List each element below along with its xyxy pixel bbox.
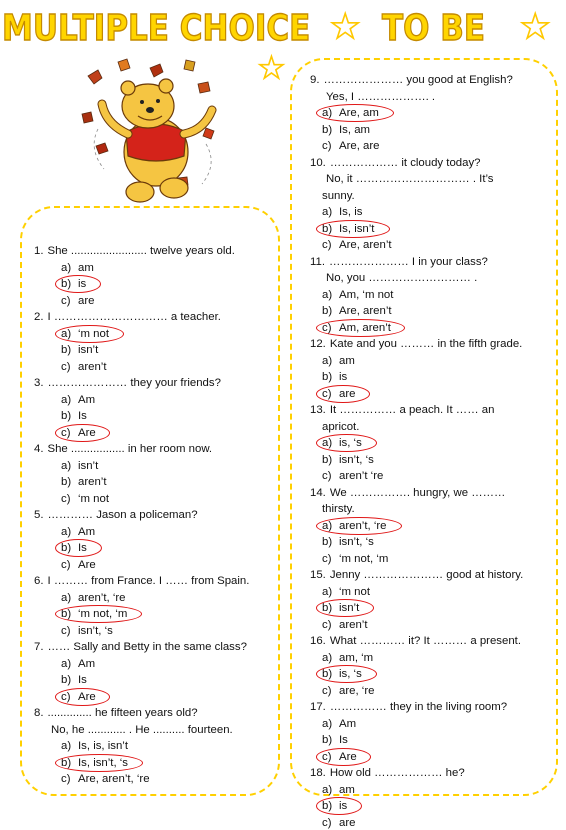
option-text[interactable]: aren’t, ‘re bbox=[339, 519, 387, 532]
option-letter[interactable]: a) bbox=[322, 437, 333, 449]
option-text[interactable]: am bbox=[339, 783, 355, 796]
option-letter[interactable]: c) bbox=[322, 387, 332, 400]
option-text[interactable]: Is, am bbox=[339, 123, 371, 136]
option-text[interactable]: is, ‘s bbox=[339, 668, 362, 680]
option-letter[interactable]: a) bbox=[322, 519, 333, 532]
option-letter[interactable]: b) bbox=[61, 542, 72, 554]
option-letter[interactable]: a) bbox=[61, 591, 72, 604]
option-text[interactable]: aren’t bbox=[339, 618, 368, 631]
option-text[interactable]: Am, ‘m not bbox=[339, 288, 394, 301]
question-text-continued: sunny. bbox=[322, 189, 355, 202]
star-icon: ★ bbox=[520, 7, 551, 47]
answer-circle bbox=[55, 688, 110, 706]
option-text[interactable]: isn’t, ‘s bbox=[339, 453, 374, 466]
option-letter[interactable]: c) bbox=[61, 492, 71, 505]
question-text: What ………… it? It ……… a present. bbox=[329, 635, 521, 647]
answer-circle bbox=[316, 665, 377, 683]
option-text[interactable]: Are bbox=[78, 558, 96, 571]
option-text[interactable]: Am bbox=[339, 717, 357, 730]
option-letter[interactable]: b) bbox=[322, 222, 333, 235]
option-letter[interactable]: c) bbox=[322, 321, 332, 334]
answer-circle bbox=[316, 599, 374, 617]
question-text: .............. he fifteen years old? bbox=[47, 707, 198, 719]
question-number: 1. bbox=[34, 245, 44, 257]
option-letter[interactable]: a) bbox=[61, 393, 72, 406]
option-text[interactable]: is, ‘s bbox=[339, 437, 362, 449]
question-text: …………… they in the living room? bbox=[329, 701, 508, 713]
question-number: 6. bbox=[34, 575, 44, 587]
option-letter[interactable]: b) bbox=[61, 756, 72, 769]
question-number: 4. bbox=[34, 443, 44, 455]
option-letter[interactable]: c) bbox=[61, 360, 71, 373]
option-text[interactable]: Are bbox=[78, 690, 96, 703]
star-icon: ★ bbox=[258, 51, 285, 86]
option-letter[interactable]: b) bbox=[61, 476, 72, 488]
answer-circle bbox=[316, 434, 377, 452]
option-text[interactable]: Is bbox=[78, 542, 87, 554]
option-letter[interactable]: b) bbox=[322, 800, 333, 812]
option-letter[interactable]: a) bbox=[322, 354, 333, 367]
option-text[interactable]: Am bbox=[78, 393, 96, 406]
answer-circle bbox=[55, 605, 142, 623]
question-number: 9. bbox=[310, 74, 320, 86]
option-text[interactable]: isn’t bbox=[339, 602, 360, 614]
question-number: 11. bbox=[310, 255, 325, 268]
option-text[interactable]: Is, isn’t, ‘s bbox=[78, 756, 129, 769]
option-letter[interactable]: b) bbox=[322, 371, 333, 383]
option-text[interactable]: Are, are bbox=[339, 140, 380, 152]
option-letter[interactable]: b) bbox=[61, 674, 72, 686]
option-text[interactable]: is bbox=[339, 371, 348, 383]
option-text[interactable]: are bbox=[339, 387, 356, 400]
option-letter[interactable]: a) bbox=[61, 657, 72, 670]
option-letter[interactable]: a) bbox=[322, 206, 333, 218]
option-letter[interactable]: c) bbox=[322, 239, 332, 251]
star-icon: ★ bbox=[330, 7, 361, 47]
option-text[interactable]: ‘m not bbox=[78, 492, 110, 505]
option-letter[interactable]: c) bbox=[322, 140, 332, 152]
option-text[interactable]: Am bbox=[78, 657, 96, 670]
option-text[interactable]: are, ‘re bbox=[339, 684, 375, 697]
option-text[interactable]: am bbox=[78, 261, 94, 274]
option-text[interactable]: ‘m not, ‘m bbox=[78, 608, 128, 620]
option-text[interactable]: are bbox=[339, 816, 356, 829]
option-letter[interactable]: a) bbox=[61, 327, 72, 340]
option-letter[interactable]: c) bbox=[322, 470, 332, 482]
question-text-continued: No, he ............ . He .......... fourteen. bbox=[51, 723, 233, 736]
answer-circle bbox=[316, 104, 394, 122]
option-text[interactable]: Am bbox=[78, 525, 96, 538]
question-number: 7. bbox=[34, 641, 44, 653]
option-letter[interactable]: b) bbox=[322, 668, 333, 680]
option-letter[interactable]: b) bbox=[322, 453, 333, 466]
question-text: Jenny ………………… good at history. bbox=[329, 569, 524, 581]
pooh-illustration bbox=[78, 54, 228, 212]
option-letter[interactable]: c) bbox=[322, 684, 332, 697]
option-letter[interactable]: a) bbox=[61, 525, 72, 538]
question-text: She ................. in her room now. bbox=[47, 443, 213, 455]
option-text[interactable]: is bbox=[78, 278, 87, 290]
question-text: ………… Jason a policeman? bbox=[47, 509, 198, 521]
answer-circle bbox=[55, 275, 101, 293]
option-letter[interactable]: a) bbox=[322, 107, 333, 119]
answer-circle bbox=[316, 748, 371, 766]
option-text[interactable]: Are bbox=[339, 750, 357, 763]
question-text: ………………… I in your class? bbox=[328, 255, 488, 268]
option-letter[interactable]: a) bbox=[61, 459, 72, 472]
option-text[interactable]: Is bbox=[78, 674, 87, 686]
option-letter[interactable]: b) bbox=[322, 602, 333, 614]
option-text[interactable]: Are, aren’t, ‘re bbox=[78, 773, 150, 785]
question-text: We ……………. hungry, we ……… bbox=[329, 486, 506, 499]
option-text[interactable]: Am, aren’t bbox=[339, 321, 391, 334]
answer-circle bbox=[55, 754, 143, 772]
answer-circle bbox=[55, 539, 102, 557]
option-letter[interactable]: a) bbox=[61, 740, 72, 752]
question-text-continued: Yes, I ………………. . bbox=[326, 90, 436, 103]
option-text[interactable]: Are, aren’t bbox=[339, 239, 392, 251]
question-text: How old ……………… he? bbox=[329, 767, 465, 779]
option-text[interactable]: ‘m not bbox=[78, 327, 110, 340]
question-number: 14. bbox=[310, 486, 326, 499]
answer-circle bbox=[55, 424, 110, 442]
option-text[interactable]: Is bbox=[78, 410, 87, 422]
question-text: It …………… a peach. It …… an bbox=[329, 404, 495, 416]
option-letter[interactable]: b) bbox=[322, 305, 333, 317]
option-text[interactable]: isn’t bbox=[78, 459, 99, 472]
option-letter[interactable]: b) bbox=[322, 536, 333, 548]
option-letter[interactable]: c) bbox=[322, 750, 332, 763]
question-number: 12. bbox=[310, 338, 326, 350]
option-letter[interactable]: b) bbox=[322, 123, 333, 136]
question-text: ………………… you good at English? bbox=[323, 74, 513, 86]
option-letter[interactable]: b) bbox=[61, 608, 72, 620]
option-text[interactable]: Is, is bbox=[339, 206, 363, 218]
question-number: 10. bbox=[310, 156, 326, 169]
question-number: 18. bbox=[310, 767, 326, 779]
question-number: 16. bbox=[310, 635, 326, 647]
option-letter[interactable]: c) bbox=[322, 552, 332, 565]
option-letter[interactable]: a) bbox=[322, 651, 333, 664]
option-text[interactable]: Are, am bbox=[339, 107, 379, 119]
title-multiple-choice: MULTIPLE CHOICE bbox=[2, 8, 311, 50]
option-text[interactable]: Are bbox=[78, 426, 96, 439]
option-letter[interactable]: c) bbox=[61, 773, 71, 785]
option-letter[interactable]: c) bbox=[61, 690, 71, 703]
option-text[interactable]: aren’t, ‘re bbox=[78, 591, 126, 604]
option-letter[interactable]: b) bbox=[61, 278, 72, 290]
question-text-continued: thirsty. bbox=[322, 503, 355, 515]
question-text: She ........................ twelve years old. bbox=[47, 245, 235, 257]
option-letter[interactable]: c) bbox=[322, 618, 332, 631]
answer-circle bbox=[55, 325, 124, 343]
option-letter[interactable]: a) bbox=[61, 261, 72, 274]
question-text-continued: No, it ………………………… . It’s bbox=[326, 173, 494, 185]
question-text: I ………………………… a teacher. bbox=[47, 311, 221, 323]
option-text[interactable]: ‘m not, ‘m bbox=[339, 552, 389, 565]
option-letter[interactable]: b) bbox=[322, 734, 333, 746]
option-text[interactable]: am, ‘m bbox=[339, 651, 374, 664]
question-number: 2. bbox=[34, 311, 44, 323]
option-text[interactable]: is bbox=[339, 800, 348, 812]
option-letter[interactable]: c) bbox=[61, 294, 71, 307]
question-number: 5. bbox=[34, 509, 44, 521]
option-letter[interactable]: c) bbox=[61, 624, 71, 637]
option-text[interactable]: aren’t bbox=[78, 476, 107, 488]
option-text[interactable]: am bbox=[339, 354, 355, 367]
question-text: Kate and you ……… in the fifth grade. bbox=[329, 338, 523, 350]
option-letter[interactable]: c) bbox=[61, 426, 71, 439]
answer-circle bbox=[316, 220, 390, 238]
option-text[interactable]: Is bbox=[339, 734, 348, 746]
option-letter[interactable]: c) bbox=[61, 558, 71, 571]
option-letter[interactable]: b) bbox=[61, 410, 72, 422]
option-letter[interactable]: c) bbox=[322, 816, 332, 829]
option-text[interactable]: isn’t, ‘s bbox=[78, 624, 113, 637]
option-text[interactable]: Are, aren’t bbox=[339, 305, 392, 317]
question-text: …… Sally and Betty in the same class? bbox=[47, 641, 247, 653]
option-text[interactable]: Is, is, isn’t bbox=[78, 740, 129, 752]
question-number: 15. bbox=[310, 569, 326, 581]
question-number: 8. bbox=[34, 707, 44, 719]
answer-circle bbox=[316, 319, 405, 337]
question-number: 3. bbox=[34, 377, 44, 389]
question-text: ………………… they your friends? bbox=[47, 377, 221, 389]
option-text[interactable]: isn’t bbox=[78, 344, 99, 356]
option-letter[interactable]: a) bbox=[322, 717, 333, 730]
answer-circle bbox=[316, 517, 402, 535]
question-text-continued: apricot. bbox=[322, 420, 360, 433]
option-letter[interactable]: a) bbox=[322, 288, 333, 301]
question-text-continued: No, you ……………………… . bbox=[326, 272, 478, 284]
question-text: ……………… it cloudy today? bbox=[329, 156, 481, 169]
option-text[interactable]: Is, isn’t bbox=[339, 222, 375, 235]
question-number: 17. bbox=[310, 701, 326, 713]
option-letter[interactable]: a) bbox=[322, 783, 333, 796]
option-text[interactable]: aren’t bbox=[78, 360, 107, 373]
option-text[interactable]: are bbox=[78, 294, 95, 307]
answer-circle bbox=[316, 385, 370, 403]
question-text: I ……… from France. I …… from Spain. bbox=[47, 575, 250, 587]
question-number: 13. bbox=[310, 404, 326, 416]
title-to-be: TO BE bbox=[382, 8, 486, 50]
option-letter[interactable]: a) bbox=[322, 585, 333, 598]
option-text[interactable]: isn’t, ‘s bbox=[339, 536, 374, 548]
option-text[interactable]: aren’t ‘re bbox=[339, 470, 384, 482]
option-letter[interactable]: b) bbox=[61, 344, 72, 356]
option-text[interactable]: ‘m not bbox=[339, 585, 371, 598]
